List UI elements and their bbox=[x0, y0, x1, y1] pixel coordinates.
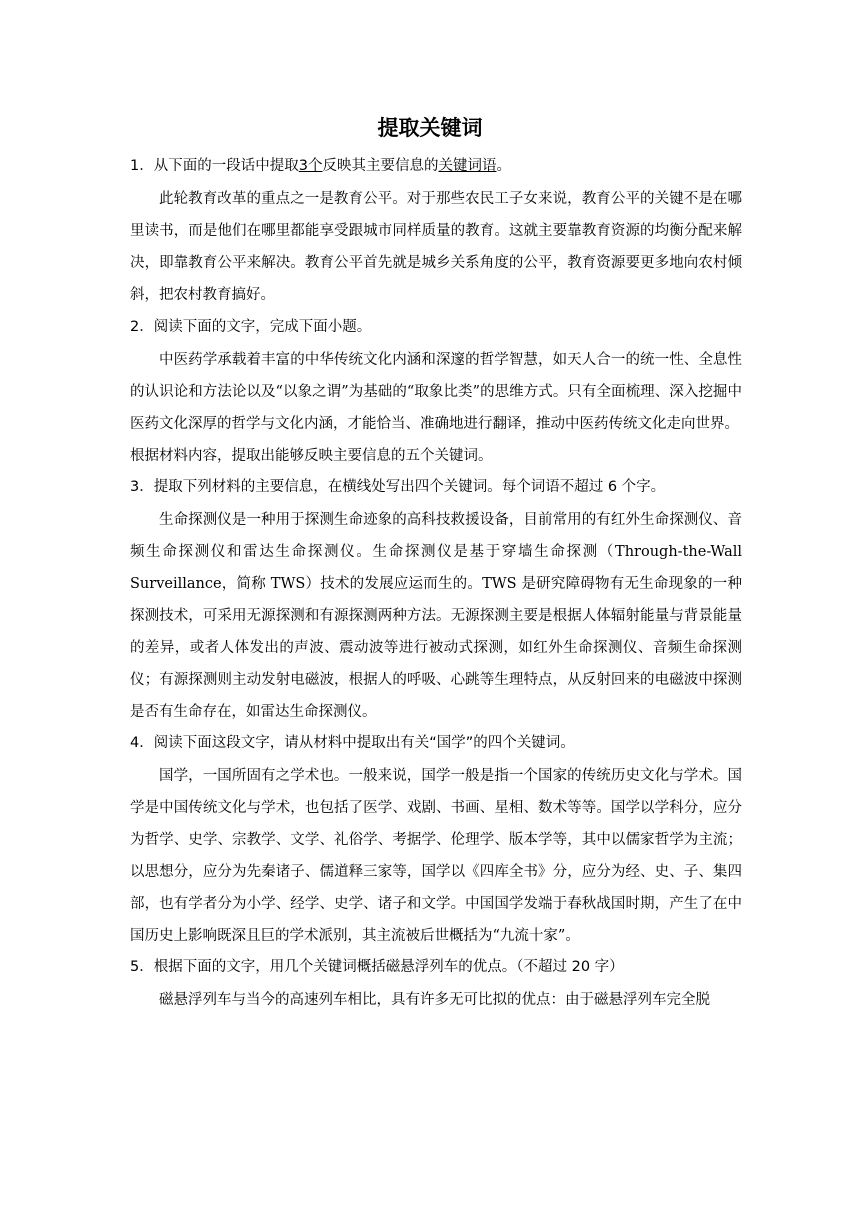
question-2-passage: 中医药学承载着丰富的中华传统文化内涵和深邃的哲学智慧，如天人合一的统一性、全息性的认识论和方法论以及“以象之谓”为基础的“取象比类”的思维方式。只有全面梳理、深入挖掘中医药文化深厚的哲学与文化内涵，才能恰当、准确地进行翻译，推动中医药传统文化走向世界。 bbox=[130, 352, 742, 432]
question-text: 阅读下面这段文字，请从材料中提取出有关“国学”的四个关键词。 bbox=[153, 735, 575, 751]
question-text: 阅读下面的文字，完成下面小题。 bbox=[153, 319, 372, 335]
question-text: 反映其主要信息的 bbox=[322, 158, 439, 174]
question-number: 3． bbox=[130, 479, 154, 495]
question-number: 1． bbox=[130, 158, 154, 174]
question-text: 提取下列材料的主要信息，在横线处写出四个关键词。每个词语不超过 6 个字。 bbox=[153, 479, 666, 495]
question-5-passage: 磁悬浮列车与当今的高速列车相比，具有许多无可比拟的优点：由于磁悬浮列车完全脱 bbox=[159, 992, 710, 1008]
question-1 bbox=[130, 151, 742, 181]
question-5 bbox=[130, 952, 742, 982]
question-number: 5． bbox=[130, 959, 154, 975]
question-2-instruction: 根据材料内容，提取出能够反映主要信息的五个关键词。 bbox=[130, 448, 493, 464]
page-title: 提取关键词 bbox=[377, 116, 483, 140]
question-4-passage: 国学，一国所固有之学术也。一般来说，国学一般是指一个国家的传统历史文化与学术。国学是中国传统文化与学术，也包括了医学、戏剧、书画、星相、数术等等。国学以学科分，应分为哲学、史学、宗教学、文学、礼俗学、考据学、伦理学、版本学等，其中以儒家哲学为主流；以思想分，应分为先秦诸子、儒道释三家等，国学以《四库全书》分，应分为经、史、子、集四部，也有学者分为小学、经学、史学、诸子和文学。中国国学发端于春秋战国时期，产生了在中国历史上影响既深且巨的学术派别，其主流被后世概括为“九流十家”。 bbox=[130, 768, 742, 944]
document-body bbox=[130, 151, 742, 1016]
underlined-text: 3个 bbox=[298, 158, 323, 174]
question-text: 从下面的一段话中提取 bbox=[153, 158, 299, 174]
question-1-passage: 此轮教育改革的重点之一是教育公平。对于那些农民工子女来说，教育公平的关键不是在哪里读书，而是他们在哪里都能享受跟城市同样质量的教育。这就主要靠教育资源的均衡分配来解决，即靠教育公平来解决。教育公平首先就是城乡关系角度的公平，教育资源要更多地向农村倾斜，把农村教育搞好。 bbox=[130, 191, 742, 303]
question-text: 根据下面的文字，用几个关键词概括磁悬浮列车的优点。（不超过 20 字） bbox=[153, 959, 624, 975]
question-number: 2． bbox=[130, 319, 154, 335]
question-2 bbox=[130, 312, 742, 342]
question-3 bbox=[130, 472, 742, 502]
question-4 bbox=[130, 728, 742, 758]
question-3-passage: 生命探测仪是一种用于探测生命迹象的高科技救援设备，目前常用的有红外生命探测仪、音频生命探测仪和雷达生命探测仪。生命探测仪是基于穿墙生命探测（Through-the-Wall Surveillance，简称 TWS）技术的发展应运而生的。TWS 是研究障碍物有无生命现象的一种探测技术，可采用无源探测和有源探测两种方法。无源探测主要是根据人体辐射能量与背景能量的差异，或者人体发出的声波、震动波等进行被动式探测，如红外生命探测仪、音频生命探测仪；有源探测则主动发射电磁波，根据人的呼吸、心跳等生理特点，从反射回来的电磁波中探测是否有生命存在，如雷达生命探测仪。 bbox=[130, 512, 742, 720]
underlined-text: 关键词语 bbox=[438, 158, 497, 174]
question-number: 4． bbox=[130, 735, 154, 751]
question-text: 。 bbox=[496, 158, 511, 174]
